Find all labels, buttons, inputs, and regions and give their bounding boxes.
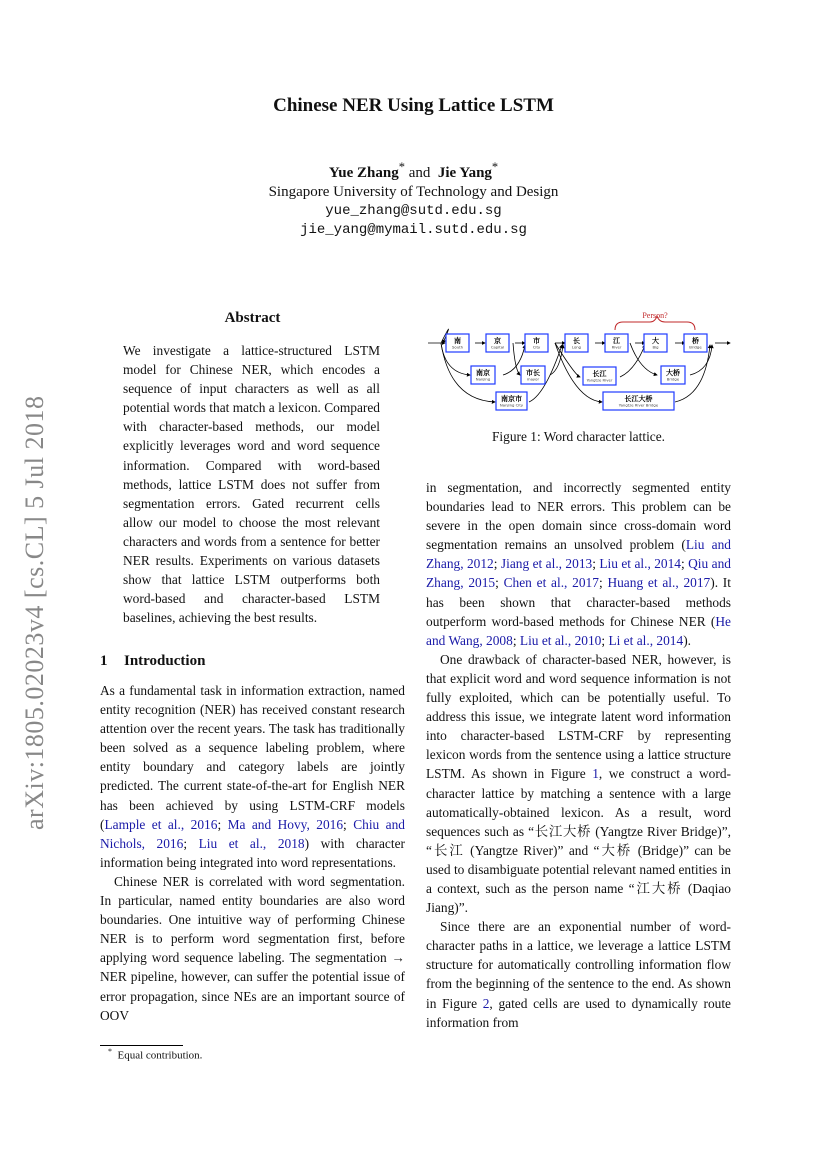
left-column-body xyxy=(100,681,405,1025)
citation-link[interactable]: Chen et al., 2017 xyxy=(503,575,599,591)
node-english: River xyxy=(611,344,622,350)
text-run: ; xyxy=(512,632,520,648)
footnote-mark: * xyxy=(108,1047,112,1056)
text-run: in segmentation, and incorrectly segmented entity boundaries lead to NER errors. This problem can be severe in the open domain since cross-domain word segmentation remains an unsolved problem ( xyxy=(426,480,731,553)
abstract-heading: Abstract xyxy=(224,310,281,326)
section-number: 1 xyxy=(100,653,108,669)
citation-link[interactable]: Liu et al., 2010 xyxy=(519,632,602,648)
lattice-node xyxy=(644,334,667,352)
lattice-node xyxy=(565,334,588,352)
footnote xyxy=(108,1047,202,1062)
node-english: Yangtze River Bridge xyxy=(618,402,659,408)
footnote-rule xyxy=(100,1045,183,1046)
lattice-node xyxy=(603,392,674,410)
author-block xyxy=(0,158,827,240)
lattice-node xyxy=(661,366,685,384)
citation-link[interactable]: Liu et al., 2018 xyxy=(198,835,305,851)
node-english: Bridge xyxy=(689,344,702,350)
footnote-text: Equal contribution. xyxy=(117,1049,203,1062)
text-run: , we construct a word-character lattice by matching a sentence with a large automatically-obtained lexicon. As a result, word sequences such as “长江大桥 (Yangtze River Bridge)”, “长江 (Yangtze River)” and “大桥 (Bridge)” can be used to disambiguate potential relevant named entities in a context, such as the person name “江大桥 (Daqiao Jiang)”. xyxy=(426,766,731,916)
text-run: ) with character information being integrated into word representations. xyxy=(100,835,405,870)
citation-link[interactable]: Li et al., 2014 xyxy=(608,632,684,648)
node-chinese: 长江 xyxy=(592,370,607,378)
lattice-node xyxy=(521,366,545,384)
lattice-node xyxy=(605,334,628,352)
node-chinese: 桥 xyxy=(692,337,699,345)
figure-caption: Figure 1: Word character lattice. xyxy=(491,429,666,444)
node-english: Bridge xyxy=(666,376,680,382)
text-run: ; xyxy=(343,816,354,832)
lattice-node xyxy=(471,366,495,384)
node-chinese: 大桥 xyxy=(666,369,680,377)
author-1: Yue Zhang xyxy=(328,165,399,181)
paragraph xyxy=(100,681,405,872)
node-chinese: 长江大桥 xyxy=(624,395,653,403)
lattice-figure xyxy=(425,305,735,415)
text-run: ; xyxy=(217,816,228,832)
node-english: mayor xyxy=(526,376,540,382)
paragraph xyxy=(426,650,731,917)
abstract-text xyxy=(123,341,380,627)
citation-link[interactable]: Liu and Zhang, 2012 xyxy=(426,537,731,572)
lattice-node xyxy=(583,367,616,385)
text-run: Since there are an exponential number of word-character paths in a lattice, we leverage a lattice LSTM structure for automatically controlling information flow from the beginning of the sentence to the end. As shown in Figure xyxy=(426,919,731,1011)
node-chinese: 市长 xyxy=(526,369,540,377)
citation-link[interactable]: Liu et al., 2014 xyxy=(599,556,681,572)
affiliation: Singapore University of Technology and Design xyxy=(268,184,559,200)
citation-link[interactable]: 1 xyxy=(592,766,599,782)
citation-link[interactable]: Qiu and Zhang, 2015 xyxy=(426,556,731,591)
lattice-node xyxy=(446,334,469,352)
citation-link[interactable]: Jiang et al., 2013 xyxy=(500,556,593,572)
node-english: City xyxy=(532,344,541,350)
paper-title: Chinese NER Using Lattice LSTM xyxy=(273,95,554,116)
node-english: Yangtze River xyxy=(586,377,613,383)
text-run: ; xyxy=(493,556,501,572)
text-run: ; xyxy=(601,632,609,648)
citation-link[interactable]: Chiu and Nichols, 2016 xyxy=(100,816,405,851)
right-column-body xyxy=(426,478,731,1032)
node-english: Nanjing xyxy=(475,376,491,382)
person-annotation: Person? xyxy=(642,311,668,320)
section-heading xyxy=(100,653,205,670)
text-run: ). It has been shown that character-based methods outperform word-based methods for Chinese NER ( xyxy=(426,575,731,629)
node-chinese: 南京 xyxy=(476,369,490,377)
and-word: and xyxy=(408,165,431,181)
text-run: ; xyxy=(495,575,504,591)
author-2: Jie Yang xyxy=(437,165,492,181)
node-chinese: 京 xyxy=(494,337,501,345)
text-run: , gated cells are used to dynamically route information from xyxy=(426,995,731,1030)
node-chinese: 南 xyxy=(454,337,461,345)
section-title: Introduction xyxy=(124,653,206,669)
node-english: South xyxy=(451,344,464,350)
text-run: ). xyxy=(683,632,691,648)
citation-link[interactable]: Huang et al., 2017 xyxy=(607,575,711,591)
text-run: ; xyxy=(681,556,689,572)
citation-link[interactable]: 2 xyxy=(482,995,490,1011)
node-chinese: 南京市 xyxy=(501,395,522,403)
paragraph xyxy=(100,872,405,1025)
node-english: Capital xyxy=(490,344,505,350)
email-1: yue_zhang@sutd.edu.sg xyxy=(325,203,502,219)
node-english: Big xyxy=(652,344,659,350)
lattice-node xyxy=(486,334,509,352)
citation-link[interactable]: Ma and Hovy, 2016 xyxy=(227,816,344,832)
email-2: jie_yang@mymail.sutd.edu.sg xyxy=(300,222,527,238)
node-english: Nanjing City xyxy=(499,402,524,408)
paragraph xyxy=(426,917,731,1032)
citation-link[interactable]: Lample et al., 2016 xyxy=(104,816,218,832)
paragraph xyxy=(426,478,731,650)
node-chinese: 江 xyxy=(613,337,620,345)
text-run: ; xyxy=(183,835,199,851)
node-chinese: 长 xyxy=(573,337,580,345)
citation-link[interactable]: He and Wang, 2008 xyxy=(426,613,731,648)
equal-mark: * xyxy=(491,160,499,174)
node-english: Long xyxy=(571,344,582,350)
node-chinese: 大 xyxy=(652,337,659,345)
lattice-node xyxy=(684,334,707,352)
text-run: ; xyxy=(598,575,608,591)
text-run: As a fundamental task in information extraction, named entity recognition (NER) has received constant research attention over the recent years. The task has traditionally been solved as a sequence labeling problem, where entity boundary and category labels are jointly predicted. The current state-of-the-art for English NER has been achieved by using LSTM-CRF models ( xyxy=(100,683,405,832)
lattice-node xyxy=(525,334,548,352)
text-run: ; xyxy=(592,556,600,572)
text-run: Chinese NER is correlated with word segmentation. In particular, named entity boundaries are also word boundaries. One intuitive way of performing Chinese NER is to perform word segmentation first, before applying word sequence labeling. The segmentation → NER pipeline, however, can suffer the potential issue of error propagation, since NEs are an important source of OOV xyxy=(100,873,405,1023)
node-chinese: 市 xyxy=(533,337,540,345)
equal-mark: * xyxy=(398,160,405,174)
abstract-paragraph: We investigate a lattice-structured LSTM model for Chinese NER, which encodes a sequence of input characters as well as all potential words that match a lexicon. Compared with character-based methods, our model explicitly leverages word and word sequence information. Compared with word-based methods, lattice LSTM does not suffer from segmentation errors. Gated recurrent cells allow our model to choose the most relevant characters and words from a sentence for better NER results. Experiments on various datasets show that lattice LSTM outperforms both word-based and character-based LSTM baselines, achieving the best results. xyxy=(123,343,380,626)
lattice-node xyxy=(496,392,527,410)
text-run: One drawback of character-based NER, however, is that explicit word and word sequence information is not fully exploited, which can be potentially useful. To address this issue, we integrate latent word information into character-based LSTM-CRF by representing lexicon words from the sentence using a lattice structure LSTM. As shown in Figure xyxy=(426,651,731,782)
arxiv-identifier[interactable]: arXiv:1805.02023v4 [cs.CL] 5 Jul 2018 xyxy=(20,395,49,830)
